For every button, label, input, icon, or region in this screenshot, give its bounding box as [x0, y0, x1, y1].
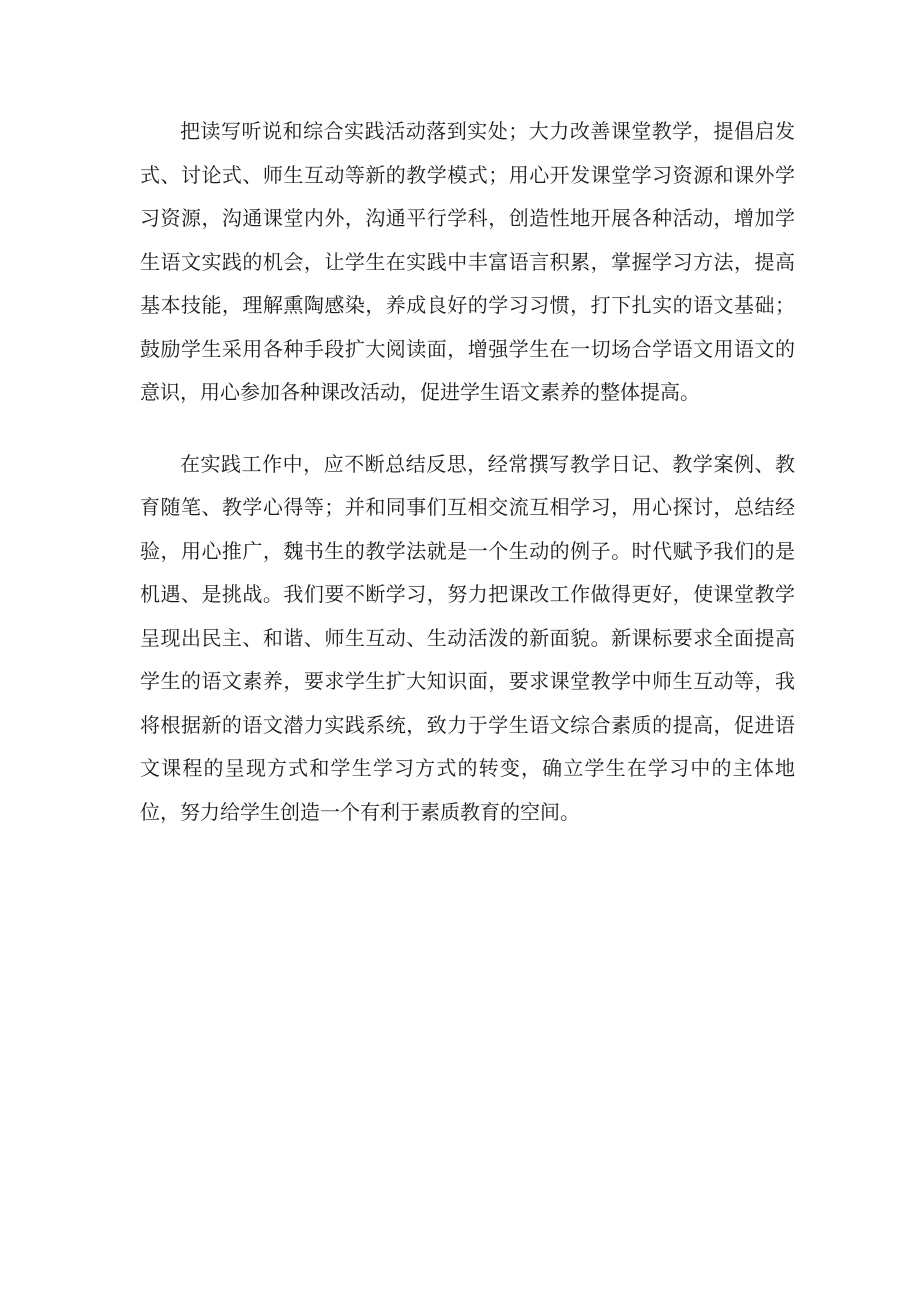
document-body — [140, 110, 795, 834]
paragraph-2: 在实践工作中，应不断总结反思，经常撰写教学日记、教学案例、教育随笔、教学心得等；并和同事们互相交流互相学习，用心探讨，总结经验，用心推广，魏书生的教学法就是一个生动的例子。时代赋予我们的是机遇、是挑战。我们要不断学习，努力把课改工作做得更好，使课堂教学呈现出民主、和谐、师生互动、生动活泼的新面貌。新课标要求全面提高学生的语文素养，要求学生扩大知识面，要求课堂教学中师生互动等，我将根据新的语文潜力实践系统，致力于学生语文综合素质的提高，促进语文课程的呈现方式和学生学习方式的转变，确立学生在学习中的主体地位，努力给学生创造一个有利于素质教育的空间。 — [140, 451, 795, 824]
paragraph-1: 把读写听说和综合实践活动落到实处；大力改善课堂教学，提倡启发式、讨论式、师生互动等新的教学模式；用心开发课堂学习资源和课外学习资源，沟通课堂内外，沟通平行学科，创造性地开展各种活动，增加学生语文实践的机会，让学生在实践中丰富语言积累，掌握学习方法，提高基本技能，理解熏陶感染，养成良好的学习习惯，打下扎实的语文基础；鼓励学生采用各种手段扩大阅读面，增强学生在一切场合学语文用语文的意识，用心参加各种课改活动，促进学生语文素养的整体提高。 — [140, 119, 795, 404]
